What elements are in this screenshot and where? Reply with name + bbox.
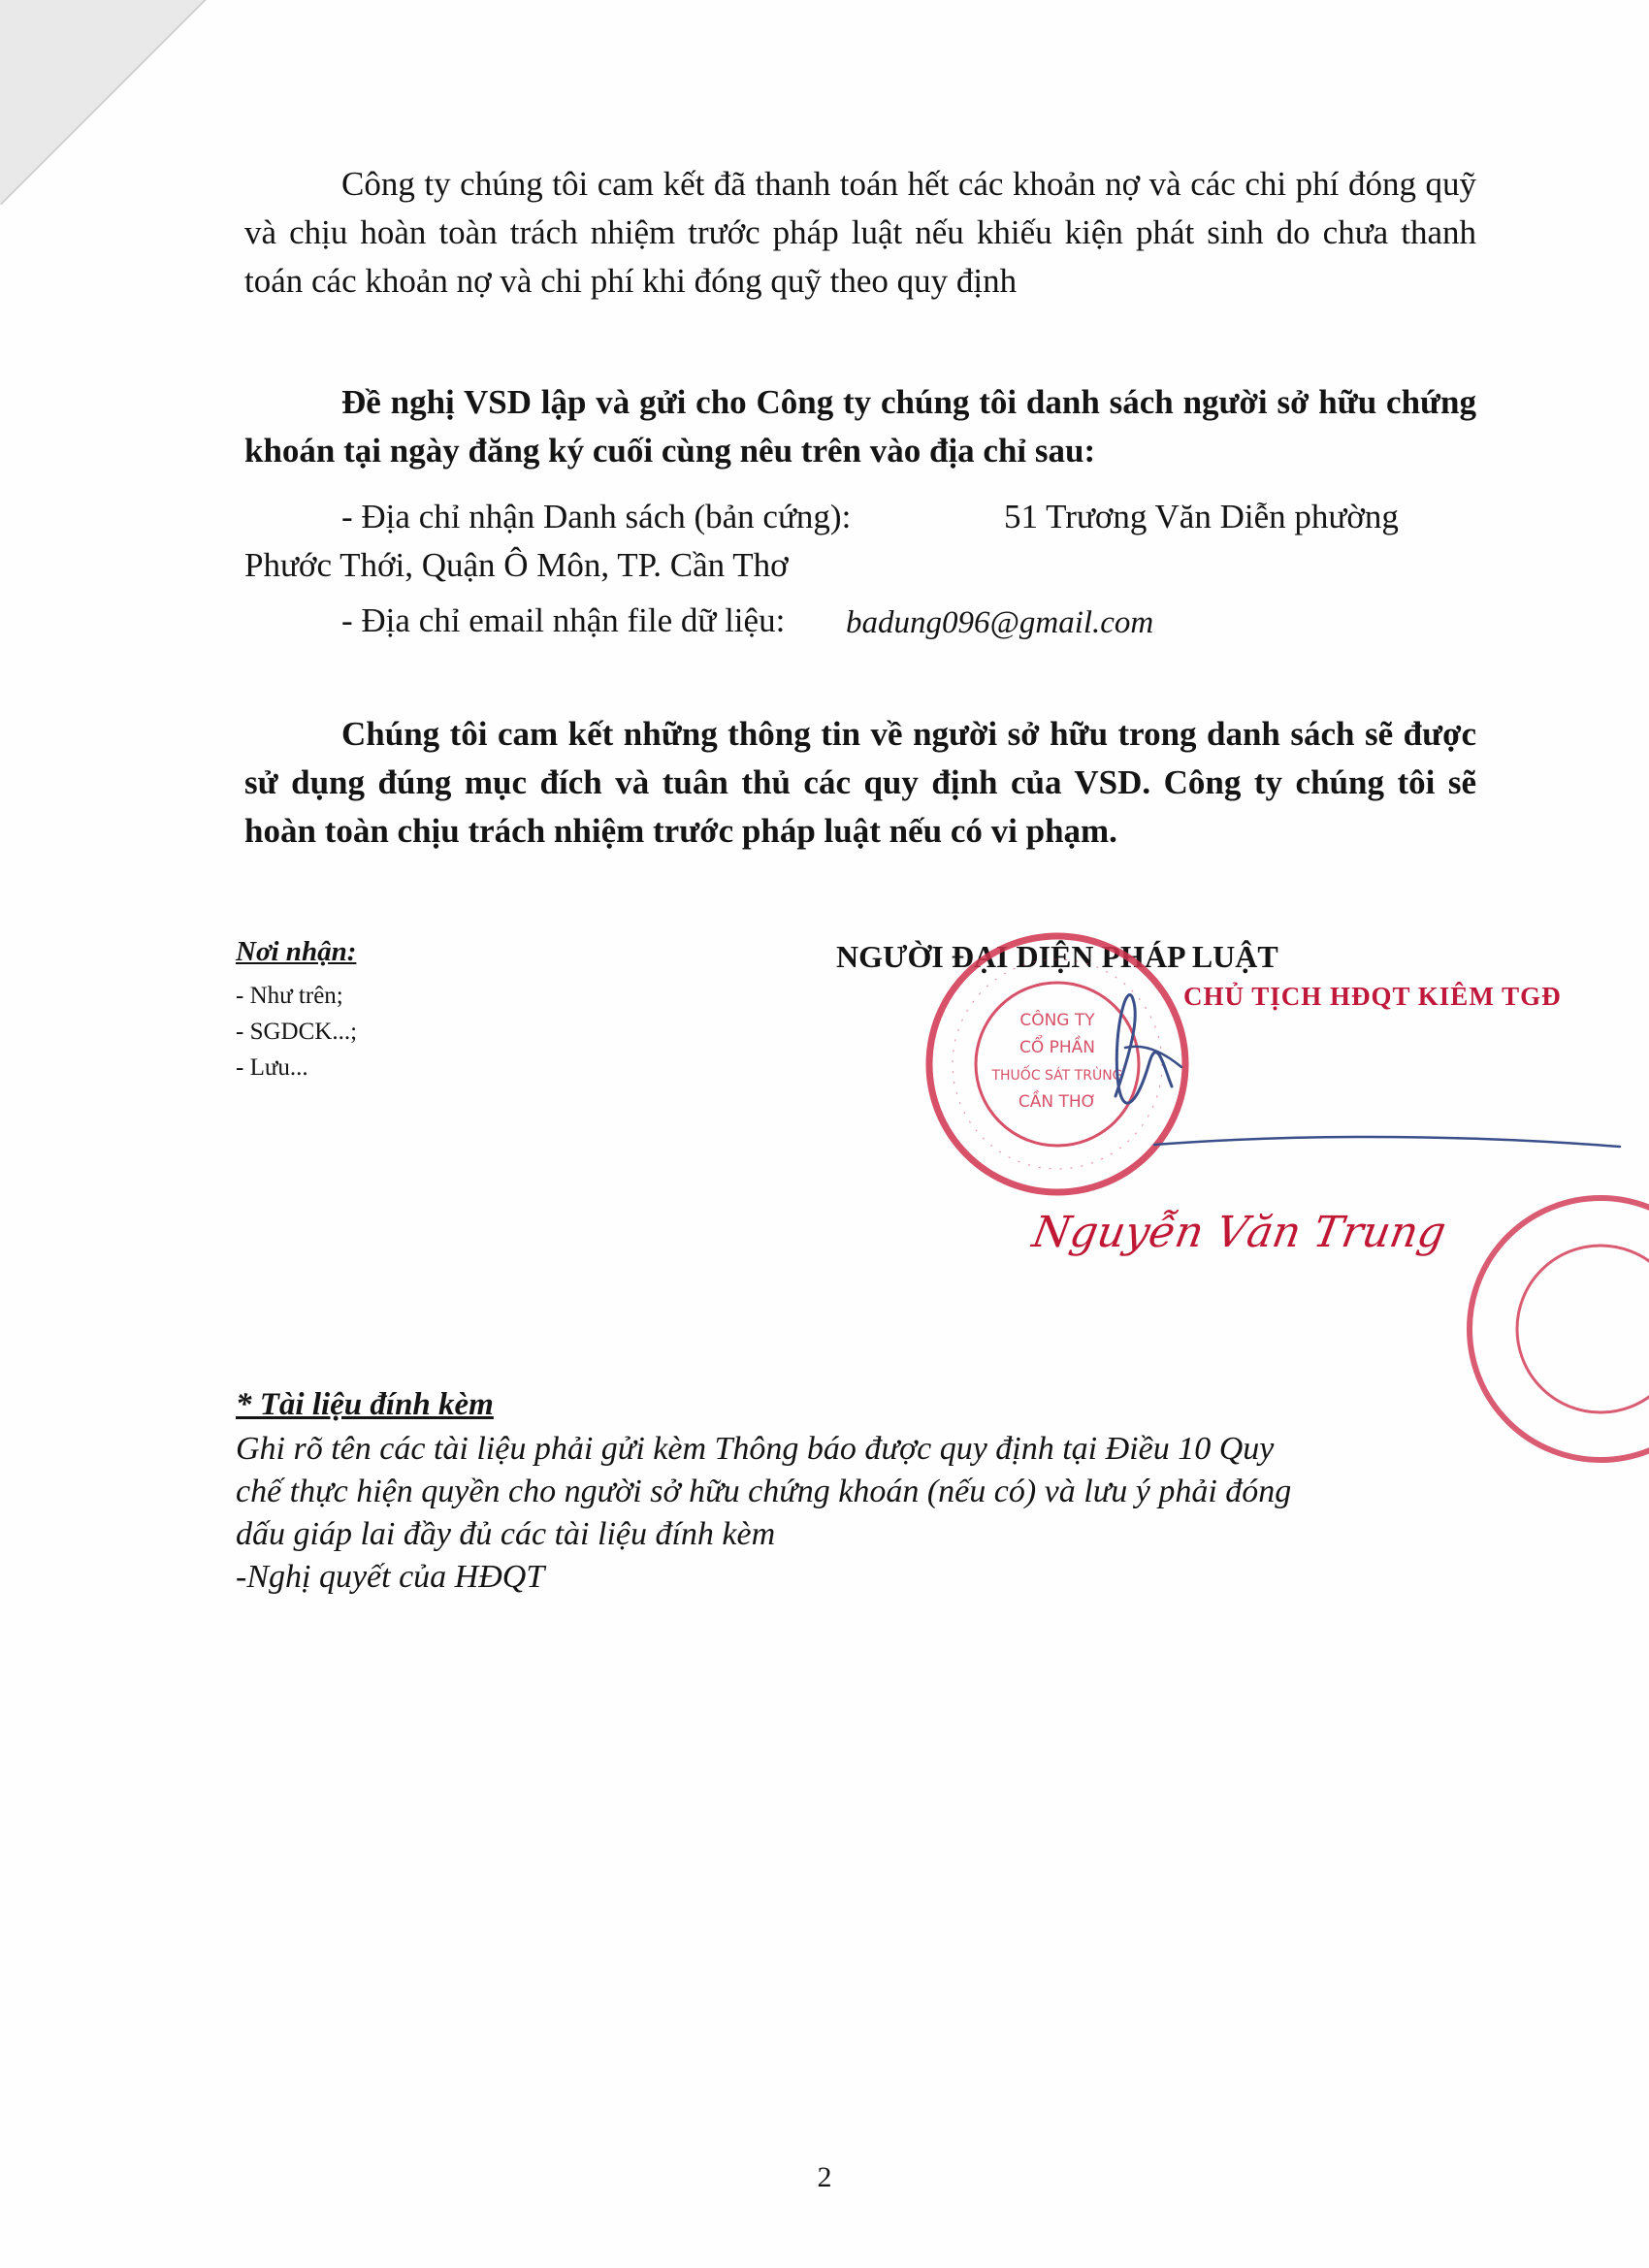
seal-line: CẦN THƠ [1018,1092,1097,1112]
chairman-title: CHỦ TỊCH HĐQT KIÊM TGĐ [1183,982,1562,1011]
address-value-line2: Phước Thới, Quận Ô Môn, TP. Cần Thơ [244,546,789,584]
commitment-paragraph: Công ty chúng tôi cam kết đã thanh toán hết các khoản nợ và các chi phí đóng quỹ và chịu hoàn toàn trách nhiệm trước pháp luật nếu khiếu kiện phát sinh do chưa thanh toán các khoản nợ và chi phí khi đóng quỹ theo quy định [244,165,1476,300]
attachments-note-line: dấu giáp lai đầy đủ các tài liệu đính kèm [236,1516,776,1552]
attachments-note-line: chế thực hiện quyền cho người sở hữu chứng khoán (nếu có) và lưu ý phải đóng [236,1474,1292,1509]
request-paragraph: Đề nghị VSD lập và gửi cho Công ty chúng tôi danh sách người sở hữu chứng khoán tại ngày đăng ký cuối cùng nêu trên vào địa chỉ sau: [244,383,1476,470]
attachments-note [236,1428,1477,1599]
recipient-item: - SGDCK...; [236,1019,358,1045]
seal-line: THUỐC SÁT TRÙNG [991,1068,1123,1084]
address-value-line1: 51 Trương Văn Diễn phường [1004,498,1399,535]
seal-line: CÔNG TY [1019,1011,1095,1030]
email-address: badung096@gmail.com [846,605,1154,640]
attachments-title: * Tài liệu đính kèm [236,1387,494,1422]
folded-corner [0,0,204,204]
signer-name: Nguyễn Văn Trung [1028,1208,1450,1257]
recipient-item: - Như trên; [236,983,343,1009]
handwritten-signature [1057,960,1639,1183]
attachments-note-line: Ghi rõ tên các tài liệu phải gửi kèm Thông báo được quy định tại Điều 10 Quy [236,1431,1275,1467]
confidentiality-paragraph: Chúng tôi cam kết những thông tin về người sở hữu trong danh sách sẽ được sử dụng đúng mục đích và tuân thủ các quy định của VSD. Công ty chúng tôi sẽ hoàn toàn chịu trách nhiệm trước pháp luật nếu có vi phạm. [244,715,1476,850]
recipient-item: - Lưu... [236,1054,308,1081]
page-number: 2 [817,2161,832,2193]
address-label: - Địa chỉ nhận Danh sách (bản cứng): [341,498,852,535]
email-label: - Địa chỉ email nhận file dữ liệu: [341,601,786,639]
recipients-title: Nơi nhận: [236,936,357,967]
seal-line: CỔ PHẦN [1018,1038,1096,1057]
attachments-note-line: -Nghị quyết của HĐQT [236,1559,545,1595]
legal-representative-title: NGƯỜI ĐẠI DIỆN PHÁP LUẬT [836,939,1278,974]
